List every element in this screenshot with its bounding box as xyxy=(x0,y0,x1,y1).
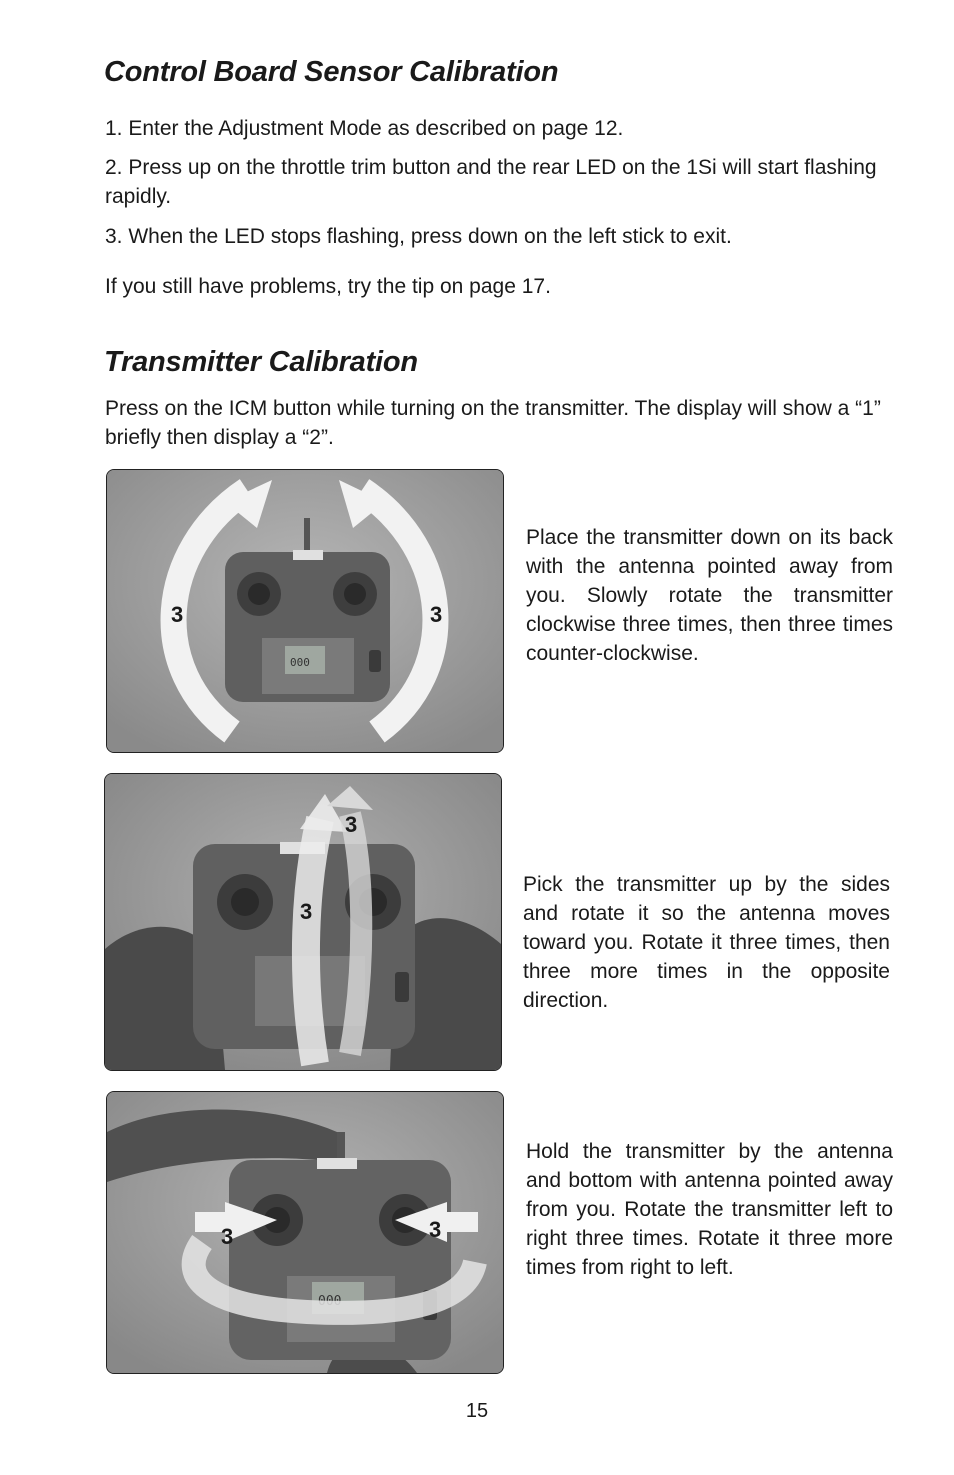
svg-text:000: 000 xyxy=(318,1294,342,1309)
section-title-sensor-calibration: Control Board Sensor Calibration xyxy=(104,56,559,88)
photo-tilt-rotation xyxy=(104,773,502,1071)
svg-text:3: 3 xyxy=(221,1224,234,1249)
caption-tilt-rotation: Pick the transmitter up by the sides and rotate it so the antenna moves toward you. Rotate it three times, then three more times in the opposite direction. xyxy=(523,873,890,1012)
step-3: 3. When the LED stops flashing, press down on the left stick to exit. xyxy=(105,225,732,248)
tip-text: If you still have problems, try the tip on page 17. xyxy=(105,275,551,298)
page-number: 15 xyxy=(465,1400,489,1422)
svg-text:3: 3 xyxy=(300,899,313,924)
svg-text:3: 3 xyxy=(345,812,358,837)
svg-text:3: 3 xyxy=(430,602,443,627)
transmitter-intro: Press on the ICM button while turning on the transmitter. The display will show a “1” briefly then display a “2”. xyxy=(105,397,881,449)
photo-side-rotation xyxy=(106,1091,504,1374)
photo-flat-rotation xyxy=(106,469,504,753)
caption-flat-rotation: Place the transmitter down on its back with the antenna pointed away from you. Slowly rotate the transmitter clockwise three times, then three times counter-clockwise. xyxy=(526,526,893,665)
svg-text:3: 3 xyxy=(429,1217,442,1242)
step-1: 1. Enter the Adjustment Mode as described on page 12. xyxy=(105,117,624,140)
step-2: 2. Press up on the throttle trim button and the rear LED on the 1Si will start flashing rapidly. xyxy=(105,156,877,208)
svg-text:3: 3 xyxy=(171,602,184,627)
section-title-transmitter-calibration: Transmitter Calibration xyxy=(104,346,418,378)
svg-text:000: 000 xyxy=(290,656,310,669)
caption-side-rotation: Hold the transmitter by the antenna and bottom with antenna pointed away from you. Rotate the transmitter left to right three times. Rotate it three more times from right to left. xyxy=(526,1140,893,1279)
